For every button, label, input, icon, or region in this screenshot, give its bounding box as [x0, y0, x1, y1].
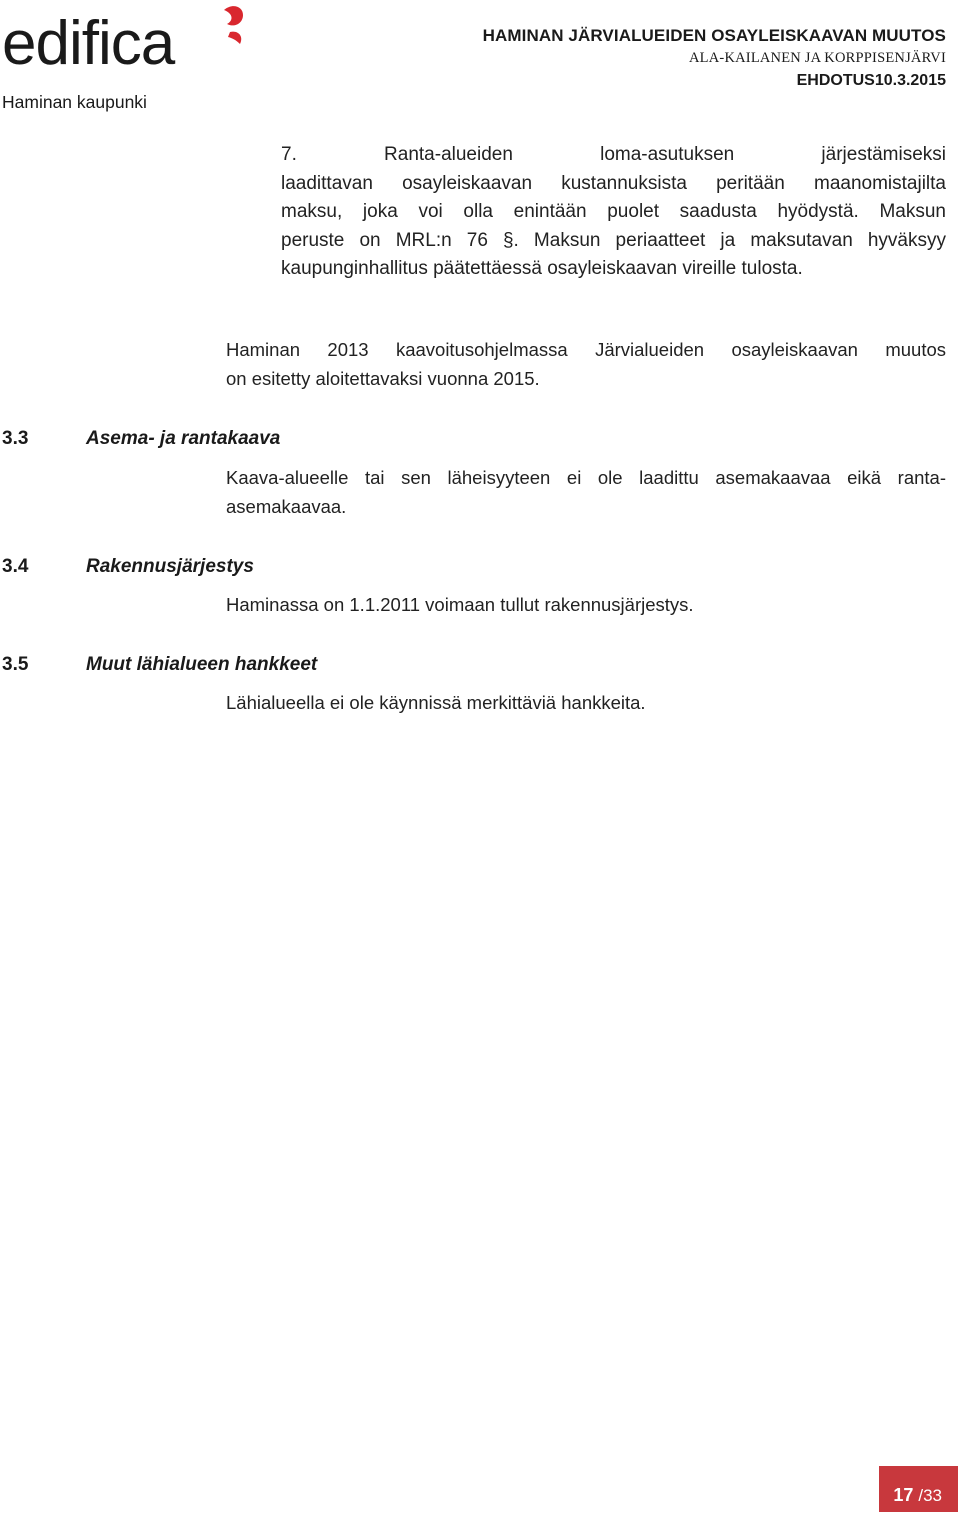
edifica-logo: [2, 0, 252, 80]
city-name: Haminan kaupunki: [2, 92, 147, 112]
program-paragraph: [226, 336, 946, 393]
section-heading-3-4: [2, 556, 254, 578]
section-body-line: asemakaavaa.: [226, 495, 347, 517]
section-heading-3-5: [2, 654, 317, 676]
section-title: Muut lähialueen hankkeet: [86, 654, 318, 675]
current-page: 17: [893, 1485, 914, 1505]
section-title: Asema- ja rantakaava: [86, 428, 281, 449]
logo-accent-shape: [224, 6, 243, 25]
section-body-line: Haminassa on 1.1.2011 voimaan tullut rakennusjärjestys.: [226, 594, 694, 615]
item-7-paragraph: [281, 141, 946, 284]
item-7-line: 7. Ranta-alueiden loma-asutuksen järjestämiseksi: [281, 144, 946, 165]
document-status: EHDOTUS10.3.2015: [796, 72, 946, 89]
page-number-box: [879, 1466, 958, 1512]
section-3-5-body: [226, 689, 946, 718]
logo-accent-shape-small: [228, 32, 241, 44]
section-body-line: Kaava-alueelle tai sen läheisyyteen ei ole laadittu asemakaavaa eikä ranta-: [226, 467, 946, 488]
edifica-logo-graphic: [2, 0, 252, 80]
section-body-line: Lähialueella ei ole käynnissä merkittäviä hankkeita.: [226, 692, 646, 713]
total-pages: /33: [918, 1486, 942, 1505]
item-7-line: laadittavan osayleiskaavan kustannuksista peritään maanomistajilta: [281, 172, 946, 194]
document-subtitle: ALA-KAILANEN JA KORPPISENJÄRVI: [689, 50, 946, 66]
section-3-4-body: [226, 591, 946, 620]
logo-wordmark: edifica: [2, 9, 175, 78]
item-7-line: kaupunginhallitus päätettäessä osayleiskaavan vireille tulosta.: [281, 258, 803, 280]
page-number: [893, 1485, 942, 1506]
item-7-line: peruste on MRL:n 76 §. Maksun periaatteet ja maksutavan hyväksyy: [281, 229, 946, 251]
document-title: HAMINAN JÄRVIALUEIDEN OSAYLEISKAAVAN MUUTOS: [482, 26, 946, 45]
program-line: on esitetty aloitettavaksi vuonna 2015.: [226, 367, 540, 389]
program-line: Haminan 2013 kaavoitusohjelmassa Järvialueiden osayleiskaavan muutos: [226, 339, 946, 360]
section-title: Rakennusjärjestys: [86, 556, 254, 577]
section-heading-3-3: [2, 428, 280, 450]
section-number: 3.3: [2, 428, 29, 449]
section-3-3-body: [226, 464, 946, 521]
item-7-line: maksu, joka voi olla enintään puolet saadusta hyödystä. Maksun: [281, 201, 946, 223]
section-number: 3.4: [2, 556, 29, 577]
section-number: 3.5: [2, 654, 29, 675]
